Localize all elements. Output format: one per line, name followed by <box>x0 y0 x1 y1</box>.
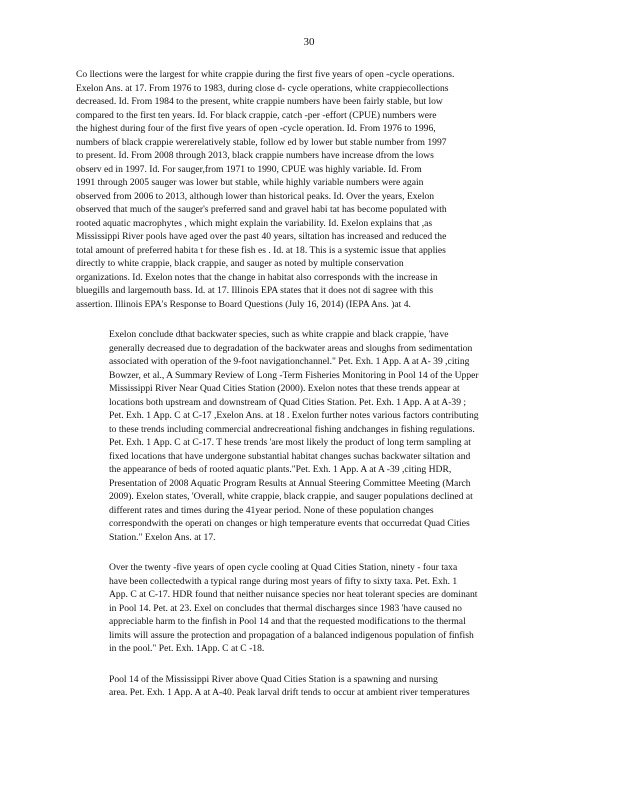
text-line: numbers of black crappie wererelatively stable, follow ed by lower but stable number from 1997 <box>76 136 447 148</box>
text-line: observed from 2006 to 2013, although lower than historical peaks. Id. Over the years, Exelon <box>76 190 435 202</box>
text-line: the highest during four of the first five years of open -cycle operation. Id. From 1976 to 1996, <box>76 123 436 134</box>
text-line: to these trends including commercial andrecreational fishing andchanges in fishing regulations. <box>109 423 475 435</box>
text-line: have been collectedwith a typical range during most years of fifty to sixty taxa. Pet. Exh. 1 <box>109 575 458 587</box>
text-line: decreased. Id. From 1984 to the present, white crappie numbers have been fairly stable, but low <box>76 96 443 107</box>
text-line: Exelon Ans. at 17. From 1976 to 1983, during close d- cycle operations, white crappiecollections <box>76 82 449 94</box>
text-line: rooted aquatic macrophytes , which might explain the variability. Id. Exelon explains that ,as <box>76 217 433 229</box>
paragraph-backwater-species <box>76 328 526 544</box>
text-line: total amount of preferred habita t for these fish es . Id. at 18. This is a systemic issue that applies <box>76 244 446 256</box>
text-line: Mississippi River pools have aged over the past 40 years, siltation has increased and reduced the <box>76 231 447 242</box>
paragraph-pool-14-spawning <box>76 673 526 700</box>
paragraph-crappie-sauger-trends <box>76 68 526 311</box>
text-line: Co llections were the largest for white crappie during the first five years of open -cycle operations. <box>76 69 455 80</box>
text-line: the appearance of beds of rooted aquatic plants."Pet. Exh. 1 App. A at A -39 ,citing HDR, <box>109 464 452 475</box>
text-line: Exelon conclude dthat backwater species, such as white crappie and black crappie, 'have <box>109 329 449 340</box>
text-line: in Pool 14. Pet. at 23. Exel on concludes that thermal discharges since 1983 'have caused no <box>109 602 462 614</box>
text-line: to present. Id. From 2008 through 2013, black crappie numbers have increase dfrom the lows <box>76 150 434 161</box>
paragraph-open-cycle-taxa <box>76 561 526 656</box>
text-line: bluegills and largemouth bass. Id. at 17. Illinois EPA states that it does not di sagree with this <box>76 285 434 296</box>
text-line: correspondwith the operati on changes or high temperature events that occurredat Quad Cities <box>109 518 470 529</box>
text-line: generally decreased due to degradation of the backwater areas and sloughs from sedimentation <box>109 342 473 354</box>
text-line: Presentation of 2008 Aquatic Program Results at Annual Steering Committee Meeting (March <box>109 477 471 489</box>
text-line: 1991 through 2005 sauger was lower but stable, while highly variable numbers were again <box>76 177 424 188</box>
text-line: area. Pet. Exh. 1 App. A at A-40. Peak larval drift tends to occur at ambient river temperatures <box>109 687 470 698</box>
text-line: directly to white crappie, black crappie, and sauger as noted by multiple conservation <box>76 258 404 269</box>
text-line: observed that much of the sauger's preferred sand and gravel habi tat has become populated with <box>76 204 447 215</box>
text-line: Station." Exelon Ans. at 17. <box>109 531 216 543</box>
text-line: Pet. Exh. 1 App. C at C-17 ,Exelon Ans. at 18 . Exelon further notes various factors contributing <box>109 410 479 421</box>
text-line: in the pool." Pet. Exh. 1App. C at C -18. <box>109 643 265 654</box>
text-line: appreciable harm to the finfish in Pool 14 and that the requested modifications to the thermal <box>109 616 466 627</box>
text-line: App. C at C-17. HDR found that neither nuisance species nor heat tolerant species are dominant <box>109 589 478 600</box>
document-body <box>76 68 526 717</box>
text-line: Bowzer, et al., A Summary Review of Long -Term Fisheries Monitoring in Pool 14 of the Upper <box>109 369 479 381</box>
text-line: observ ed in 1997. Id. For sauger,from 1971 to 1990, CPUE was highly variable. Id. From <box>76 163 422 175</box>
text-line: organizations. Id. Exelon notes that the change in habitat also corresponds with the increase in <box>76 271 438 283</box>
text-line: compared to the first ten years. Id. For black crappie, catch -per -effort (CPUE) numbers were <box>76 109 437 121</box>
text-line: Pool 14 of the Mississippi River above Quad Cities Station is a spawning and nursing <box>109 673 438 685</box>
text-line: Over the twenty -five years of open cycle cooling at Quad Cities Station, ninety - four taxa <box>109 562 458 573</box>
text-line: different rates and times during the 41year period. None of these population changes <box>109 504 434 516</box>
page-number: 30 <box>303 36 315 48</box>
text-line: limits will assure the protection and propagation of a balanced indigenous population of finfish <box>109 629 474 641</box>
text-line: fixed locations that have undergone substantial habitat changes suchas backwater siltation and <box>109 450 471 462</box>
text-line: Mississippi River Near Quad Cities Station (2000). Exelon notes that these trends appear at <box>109 383 460 394</box>
text-line: assertion. Illinois EPA's Response to Board Questions (July 16, 2014) (IEPA Ans. )at 4. <box>76 298 411 310</box>
text-line: 2009). Exelon states, 'Overall, white crappie, black crappie, and sauger populations declined at <box>109 491 473 502</box>
text-line: associated with operation of the 9-foot navigationchannel." Pet. Exh. 1 App. A at A- 39 ,citing <box>109 356 470 367</box>
text-line: Pet. Exh. 1 App. C at C-17. T hese trends 'are most likely the product of long term sampling at <box>109 437 471 448</box>
text-line: locations both upstream and downstream of Quad Cities Station. Pet. Exh. 1 App. A at A-39 ; <box>109 396 467 408</box>
